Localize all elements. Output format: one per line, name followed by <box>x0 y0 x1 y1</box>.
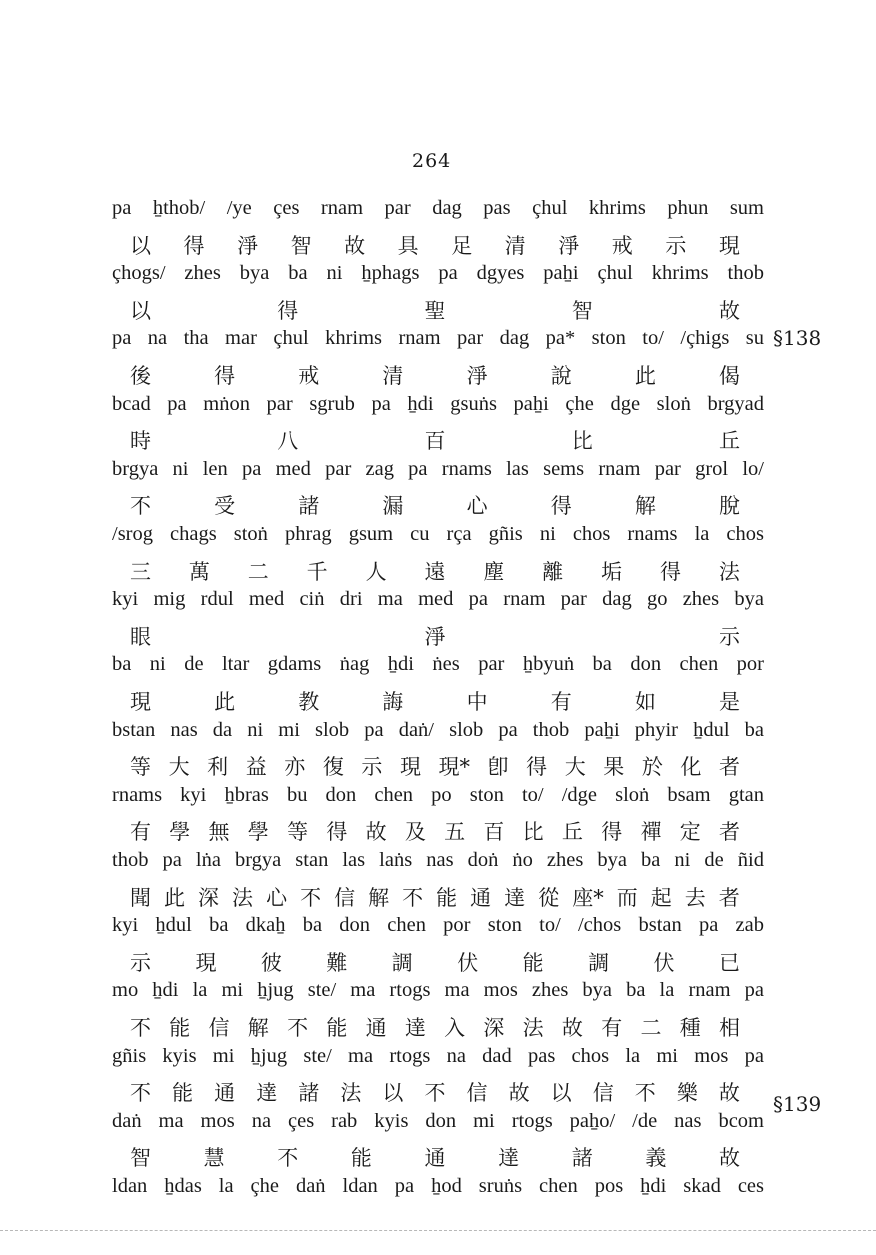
chinese-char: 信 <box>334 885 356 910</box>
chinese-char: 不 <box>634 1081 656 1106</box>
chinese-char: 通 <box>365 1016 387 1040</box>
chinese-char: 及 <box>404 820 426 845</box>
chinese-char: 於 <box>641 755 663 780</box>
chinese-char: 能 <box>169 1016 191 1040</box>
chinese-char: 不 <box>300 885 322 910</box>
chinese-char: 起 <box>650 885 672 910</box>
tibetan-line: kyi mig rdul med ciṅ dri ma med pa rnam par dag go zhes bya <box>112 588 764 611</box>
chinese-char: 不 <box>287 1016 309 1040</box>
chinese-char: 塵 <box>483 559 505 584</box>
chinese-char: 無 <box>208 820 230 845</box>
chinese-char: 有 <box>550 690 572 714</box>
chinese-char: 有 <box>601 1016 623 1040</box>
chinese-char: 比 <box>522 820 544 845</box>
chinese-gloss-line <box>130 295 740 325</box>
chinese-char: 相 <box>718 1016 740 1040</box>
chinese-gloss-line <box>130 882 740 912</box>
tibetan-line: pa ẖthob/ /ye çes rnam par dag pas çhul khrims phun sum <box>112 197 764 219</box>
chinese-char: 解 <box>368 885 390 910</box>
chinese-char: 故 <box>718 1081 740 1106</box>
chinese-char: 現* <box>438 755 470 780</box>
chinese-char: 得 <box>601 820 623 845</box>
chinese-char: 示 <box>361 755 383 780</box>
chinese-char: 離 <box>542 559 564 584</box>
chinese-gloss-line <box>130 621 740 651</box>
chinese-char: 淨 <box>237 233 259 258</box>
chinese-gloss-line <box>130 490 740 520</box>
chinese-char: 學 <box>169 820 191 845</box>
chinese-char: 達 <box>498 1146 520 1171</box>
tibetan-line: ldan ẖdas la çhe daṅ ldan pa ẖod sruṅs chen pos ẖdi skad ces <box>112 1175 764 1197</box>
chinese-char: 去 <box>684 885 706 910</box>
tibetan-line: bstan nas da ni mi slob pa daṅ/ slob pa thob paẖi phyir ẖdul ba <box>112 718 764 741</box>
chinese-char: 丘 <box>561 820 583 845</box>
chinese-char: 達 <box>404 1016 426 1040</box>
chinese-char: 以 <box>382 1081 404 1106</box>
chinese-char: 是 <box>718 690 740 714</box>
chinese-char: 義 <box>645 1146 667 1171</box>
chinese-char: 不 <box>130 494 151 519</box>
chinese-char: 中 <box>466 690 488 714</box>
chinese-char: 益 <box>245 755 267 780</box>
page-number: 264 <box>412 150 452 172</box>
chinese-char: 眼 <box>130 624 151 649</box>
chinese-char: 淨 <box>558 233 580 258</box>
chinese-char: 彼 <box>260 950 282 975</box>
chinese-char: 聞 <box>130 885 151 910</box>
chinese-char: 清 <box>382 364 404 388</box>
chinese-char: 戒 <box>298 364 320 388</box>
chinese-gloss-line <box>130 1142 740 1172</box>
tibetan-line: bcad pa mṅon par sgrub pa ẖdi gsuṅs paẖi çhe dge sloṅ brgyad <box>112 392 764 415</box>
chinese-char: 戒 <box>611 233 633 258</box>
chinese-char: 受 <box>214 494 236 519</box>
tibetan-line: daṅ ma mos na çes rab kyis don mi rtogs paẖo/ /de nas bcom <box>112 1109 764 1132</box>
chinese-gloss-line <box>130 1012 740 1042</box>
chinese-char: 脫 <box>718 494 740 519</box>
chinese-char: 亦 <box>284 755 306 780</box>
chinese-char: 解 <box>247 1016 269 1040</box>
chinese-gloss-line <box>130 230 740 260</box>
chinese-char: 法 <box>718 559 740 584</box>
chinese-char: 得 <box>183 233 205 258</box>
tibetan-line: mo ẖdi la mi ẖjug ste/ ma rtogs ma mos zhes bya ba la rnam pa <box>112 979 764 1002</box>
chinese-char: 樂 <box>676 1081 698 1106</box>
chinese-char: 達 <box>504 885 526 910</box>
chinese-char: 故 <box>508 1081 530 1106</box>
chinese-char: 現 <box>399 755 421 780</box>
chinese-char: 已 <box>718 950 740 975</box>
chinese-char: 五 <box>444 820 466 845</box>
chinese-char: 能 <box>350 1146 372 1171</box>
chinese-char: 故 <box>719 1146 740 1171</box>
chinese-char: 者 <box>718 820 740 845</box>
chinese-char: 信 <box>592 1081 614 1106</box>
chinese-char: 現 <box>195 950 217 975</box>
chinese-char: 慧 <box>203 1146 225 1171</box>
chinese-char: 化 <box>680 755 702 780</box>
chinese-gloss-line <box>130 947 740 977</box>
chinese-char: 信 <box>466 1081 488 1106</box>
chinese-char: 不 <box>402 885 424 910</box>
chinese-char: 從 <box>538 885 560 910</box>
page-bottom-rule <box>0 1230 876 1232</box>
chinese-char: 漏 <box>382 494 404 519</box>
chinese-char: 清 <box>504 233 526 258</box>
chinese-char: 入 <box>444 1016 466 1040</box>
chinese-char: 以 <box>130 298 151 323</box>
chinese-char: 此 <box>214 690 236 714</box>
chinese-char: 故 <box>561 1016 583 1040</box>
chinese-char: 心 <box>266 885 288 910</box>
chinese-char: 解 <box>634 494 656 519</box>
chinese-char: 誨 <box>382 690 404 714</box>
chinese-char: 難 <box>326 950 348 975</box>
chinese-char: 諸 <box>298 1081 320 1106</box>
chinese-char: 不 <box>130 1016 151 1040</box>
chinese-char: 通 <box>424 1146 446 1171</box>
chinese-char: 得 <box>550 494 572 519</box>
chinese-char: 如 <box>634 690 656 714</box>
chinese-char: 示 <box>130 950 151 975</box>
tibetan-line: /srog chags stoṅ phrag gsum cu rça gñis ni chos rnams la chos <box>112 523 764 545</box>
chinese-char: 等 <box>287 820 309 845</box>
chinese-char: 深 <box>198 885 220 910</box>
chinese-gloss-line <box>130 816 740 846</box>
chinese-char: 二 <box>247 559 269 584</box>
chinese-char: 智 <box>130 1146 151 1171</box>
chinese-char: 達 <box>256 1081 278 1106</box>
chinese-char: 信 <box>208 1016 230 1040</box>
chinese-char: 聖 <box>424 298 446 323</box>
chinese-char: 者 <box>718 755 740 780</box>
chinese-char: 故 <box>344 233 366 258</box>
chinese-char: 不 <box>424 1081 446 1106</box>
chinese-char: 者 <box>718 885 740 910</box>
chinese-char: 通 <box>470 885 492 910</box>
chinese-char: 等 <box>130 755 151 780</box>
chinese-char: 學 <box>247 820 269 845</box>
chinese-char: 不 <box>277 1146 299 1171</box>
chinese-char: 諸 <box>298 494 320 519</box>
section-marker-139: §139 <box>773 1092 822 1116</box>
chinese-char: 說 <box>550 364 572 388</box>
tibetan-line: kyi ẖdul ba dkaẖ ba don chen por ston to/ /chos bstan pa zab <box>112 914 764 937</box>
tibetan-line: ba ni de ltar gdams ṅag ẖdi ṅes par ẖbyuṅ ba don chen por <box>112 653 764 676</box>
chinese-char: 智 <box>571 298 593 323</box>
chinese-char: 法 <box>232 885 254 910</box>
tibetan-line: rnams kyi ẖbras bu don chen po ston to/ /dge sloṅ bsam gtan <box>112 783 764 806</box>
chinese-char: 種 <box>679 1016 701 1040</box>
chinese-char: 能 <box>326 1016 348 1040</box>
chinese-char: 不 <box>130 1081 151 1106</box>
chinese-char: 以 <box>550 1081 572 1106</box>
chinese-char: 教 <box>298 690 320 714</box>
chinese-char: 伏 <box>653 950 675 975</box>
chinese-gloss-line <box>130 751 740 781</box>
chinese-char: 千 <box>306 559 328 584</box>
chinese-char: 垢 <box>601 559 623 584</box>
chinese-char: 三 <box>130 559 151 584</box>
chinese-char: 調 <box>588 950 610 975</box>
chinese-char: 二 <box>640 1016 662 1040</box>
chinese-char: 禪 <box>640 820 662 845</box>
chinese-char: 有 <box>130 820 151 845</box>
chinese-char: 調 <box>391 950 413 975</box>
chinese-char: 此 <box>634 364 656 388</box>
chinese-char: 得 <box>214 364 236 388</box>
tibetan-line: gñis kyis mi ẖjug ste/ ma rtogs na dad pas chos la mi mos pa <box>112 1044 764 1067</box>
chinese-char: 得 <box>660 559 682 584</box>
chinese-char: 定 <box>679 820 701 845</box>
chinese-char: 得 <box>277 298 299 323</box>
chinese-char: 八 <box>277 429 299 454</box>
tibetan-line: brgya ni len pa med par zag pa rnams las sems rnam par grol lo/ <box>112 457 764 480</box>
chinese-char: 比 <box>571 429 593 454</box>
tibetan-line: thob pa lṅa brgya stan las laṅs nas doṅ ṅo zhes bya ba ni de ñid <box>112 849 764 871</box>
chinese-char: 得 <box>326 820 348 845</box>
tibetan-line: pa na tha mar çhul khrims rnam par dag pa* ston to/ /çhigs su <box>112 327 764 350</box>
chinese-char: 具 <box>397 233 419 258</box>
chinese-char: 果 <box>603 755 625 780</box>
chinese-char: 淨 <box>466 364 488 388</box>
chinese-char: 能 <box>436 885 458 910</box>
chinese-char: 故 <box>719 298 740 323</box>
chinese-char: 故 <box>365 820 387 845</box>
chinese-char: 能 <box>522 950 544 975</box>
chinese-char: 現 <box>718 233 740 258</box>
chinese-char: 百 <box>424 429 446 454</box>
chinese-char: 時 <box>130 429 151 454</box>
chinese-char: 丘 <box>719 429 740 454</box>
chinese-char: 座* <box>572 885 604 910</box>
chinese-char: 利 <box>207 755 229 780</box>
chinese-char: 伏 <box>457 950 479 975</box>
chinese-char: 諸 <box>571 1146 593 1171</box>
chinese-char: 示 <box>719 624 740 649</box>
chinese-gloss-line <box>130 425 740 455</box>
chinese-char: 通 <box>214 1081 236 1106</box>
chinese-char: 能 <box>172 1081 194 1106</box>
chinese-char: 法 <box>522 1016 544 1040</box>
chinese-gloss-line <box>130 556 740 586</box>
chinese-char: 此 <box>164 885 186 910</box>
chinese-char: 而 <box>616 885 638 910</box>
chinese-char: 復 <box>322 755 344 780</box>
chinese-char: 淨 <box>424 624 446 649</box>
chinese-gloss-line <box>130 686 740 716</box>
chinese-char: 百 <box>483 820 505 845</box>
chinese-char: 現 <box>130 690 151 714</box>
chinese-char: 智 <box>290 233 312 258</box>
chinese-char: 卽 <box>487 755 509 780</box>
chinese-char: 法 <box>340 1081 362 1106</box>
chinese-gloss-line <box>130 360 740 390</box>
section-marker-138: §138 <box>773 326 822 350</box>
chinese-char: 以 <box>130 233 151 258</box>
chinese-gloss-line <box>130 1077 740 1107</box>
chinese-char: 大 <box>564 755 586 780</box>
chinese-char: 偈 <box>718 364 740 388</box>
chinese-char: 深 <box>483 1016 505 1040</box>
chinese-char: 示 <box>665 233 687 258</box>
chinese-char: 人 <box>365 559 387 584</box>
chinese-char: 後 <box>130 364 151 388</box>
chinese-char: 萬 <box>188 559 210 584</box>
chinese-char: 遠 <box>424 559 446 584</box>
tibetan-line: çhogs/ zhes bya ba ni ẖphags pa dgyes paẖi çhul khrims thob <box>112 262 764 285</box>
chinese-char: 大 <box>168 755 190 780</box>
chinese-char: 心 <box>466 494 488 519</box>
chinese-char: 得 <box>526 755 548 780</box>
chinese-char: 足 <box>451 233 473 258</box>
